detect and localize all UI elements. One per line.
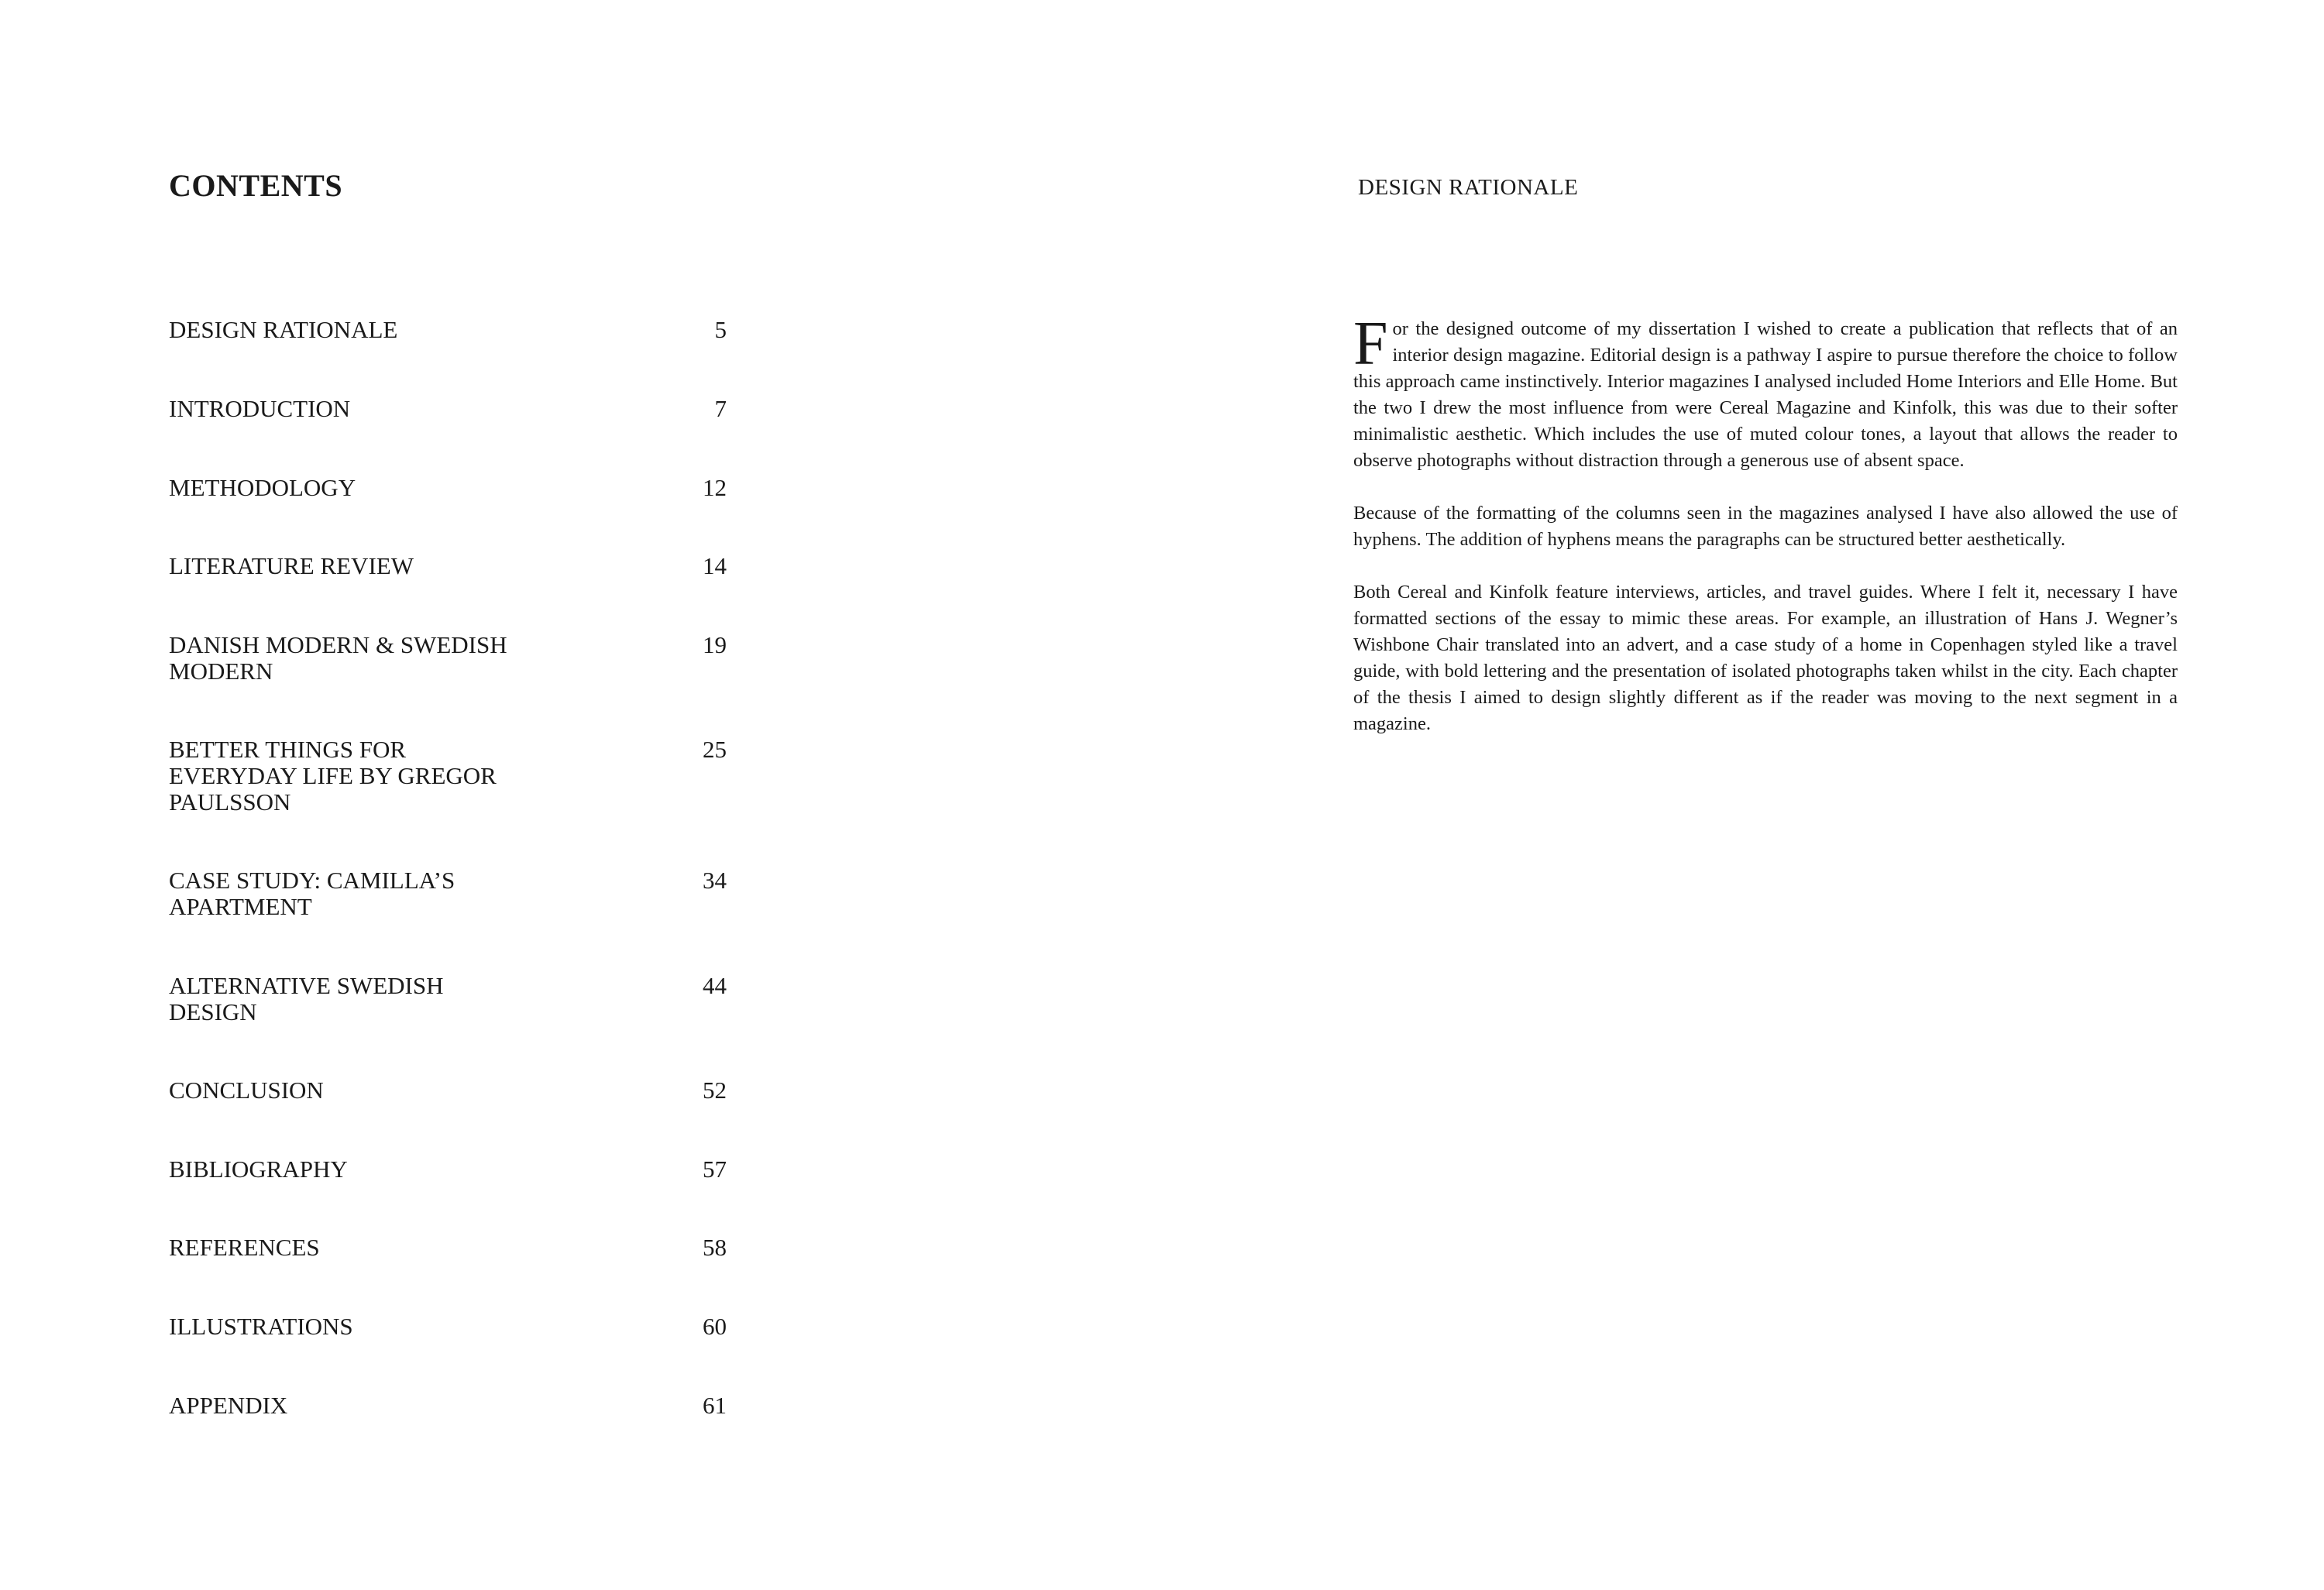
toc-entry-page-number: 19 xyxy=(703,631,727,658)
toc-entry-references[interactable] xyxy=(169,1235,727,1261)
section-header: DESIGN RATIONALE xyxy=(1358,175,1579,200)
toc-entry-label: LITERATURE REVIEW xyxy=(169,552,414,579)
toc-entry-page-number: 34 xyxy=(703,867,727,894)
toc-entry-case-study[interactable] xyxy=(169,867,727,920)
toc-entry-page-number: 58 xyxy=(703,1234,727,1261)
toc-entry-page-number: 14 xyxy=(703,552,727,579)
body-paragraph: Both Cereal and Kinfolk feature interviews, articles, and travel guides. Where I felt it, necessary I have formatted sections of the essay to mimic these areas. For example, an illustration of Hans J. Wegner’s Wishbone Chair translated into an advert, and a case study of a home in Copenhagen styled like a travel guide, with bold lettering and the presentation of isolated photographs taken whilst in the city. Each chapter of the thesis I aimed to design slightly different as if the reader was moving to the next segment in a magazine. xyxy=(1353,582,2178,734)
body-paragraph: Because of the formatting of the columns seen in the magazines analysed I have also allowed the use of hyphens. The addition of hyphens means the paragraphs can be structured better aesthetically. xyxy=(1353,503,2178,550)
toc-entry-conclusion[interactable] xyxy=(169,1077,727,1104)
toc-entry-better-things[interactable] xyxy=(169,737,727,816)
toc-entry-label: CONCLUSION xyxy=(169,1077,324,1104)
toc-entry-appendix[interactable] xyxy=(169,1393,727,1419)
toc-entry-label: BIBLIOGRAPHY xyxy=(169,1156,348,1183)
toc-entry-label: ALTERNATIVE SWEDISH DESIGN xyxy=(169,972,444,1025)
toc-entry-label: BETTER THINGS FOR EVERYDAY LIFE BY GREGOR PAULSSON xyxy=(169,736,497,816)
toc-entry-literature-review[interactable] xyxy=(169,553,727,579)
toc-entry-page-number: 5 xyxy=(714,316,727,343)
design-rationale-page xyxy=(1162,0,2324,1590)
toc-entry-label: METHODOLOGY xyxy=(169,474,356,501)
toc-entry-methodology[interactable] xyxy=(169,475,727,501)
toc-entry-bibliography[interactable] xyxy=(169,1156,727,1183)
toc-entry-label: INTRODUCTION xyxy=(169,395,351,422)
toc-entry-design-rationale[interactable] xyxy=(169,317,727,343)
drop-cap: F xyxy=(1353,310,1388,378)
toc-entry-label: DANISH MODERN & SWEDISH MODERN xyxy=(169,631,507,685)
toc-entry-label: ILLUSTRATIONS xyxy=(169,1313,353,1340)
toc-entry-page-number: 61 xyxy=(703,1392,727,1419)
toc-entry-label: APPENDIX xyxy=(169,1392,288,1419)
toc-entry-label: REFERENCES xyxy=(169,1234,320,1261)
contents-title: CONTENTS xyxy=(169,168,343,203)
toc-entry-label: DESIGN RATIONALE xyxy=(169,316,398,343)
toc-entry-page-number: 44 xyxy=(703,972,727,999)
toc-entry-illustrations[interactable] xyxy=(169,1314,727,1340)
toc-entry-alternative-swedish-design[interactable] xyxy=(169,973,727,1025)
toc-entry-page-number: 60 xyxy=(703,1313,727,1340)
toc-entry-page-number: 7 xyxy=(714,395,727,422)
paragraph-text: or the designed outcome of my dissertation I wished to create a publication that reflects that of an interior design magazine. Editorial design is a pathway I aspire to pursue therefore the choice to follow this approach came instinctively. Interior magazines I analysed included Home Interiors and Elle Home. But the two I drew the most influence from were Cereal Magazine and Kinfolk, this was due to their softer minimalistic aesthetic. Which includes the use of muted colour tones, a layout that allows the reader to observe photographs without distraction through a generous use of absent space. xyxy=(1353,318,2178,471)
toc-entry-page-number: 12 xyxy=(703,474,727,501)
table-of-contents xyxy=(169,0,727,1590)
toc-entry-label: CASE STUDY: CAMILLA’S APARTMENT xyxy=(169,867,456,920)
toc-entry-danish-modern[interactable] xyxy=(169,632,727,685)
toc-entry-page-number: 52 xyxy=(703,1077,727,1104)
toc-entry-introduction[interactable] xyxy=(169,396,727,422)
toc-entry-page-number: 57 xyxy=(703,1156,727,1183)
body-text xyxy=(1353,310,2178,764)
toc-entry-page-number: 25 xyxy=(703,736,727,763)
body-paragraph xyxy=(1353,310,2178,474)
